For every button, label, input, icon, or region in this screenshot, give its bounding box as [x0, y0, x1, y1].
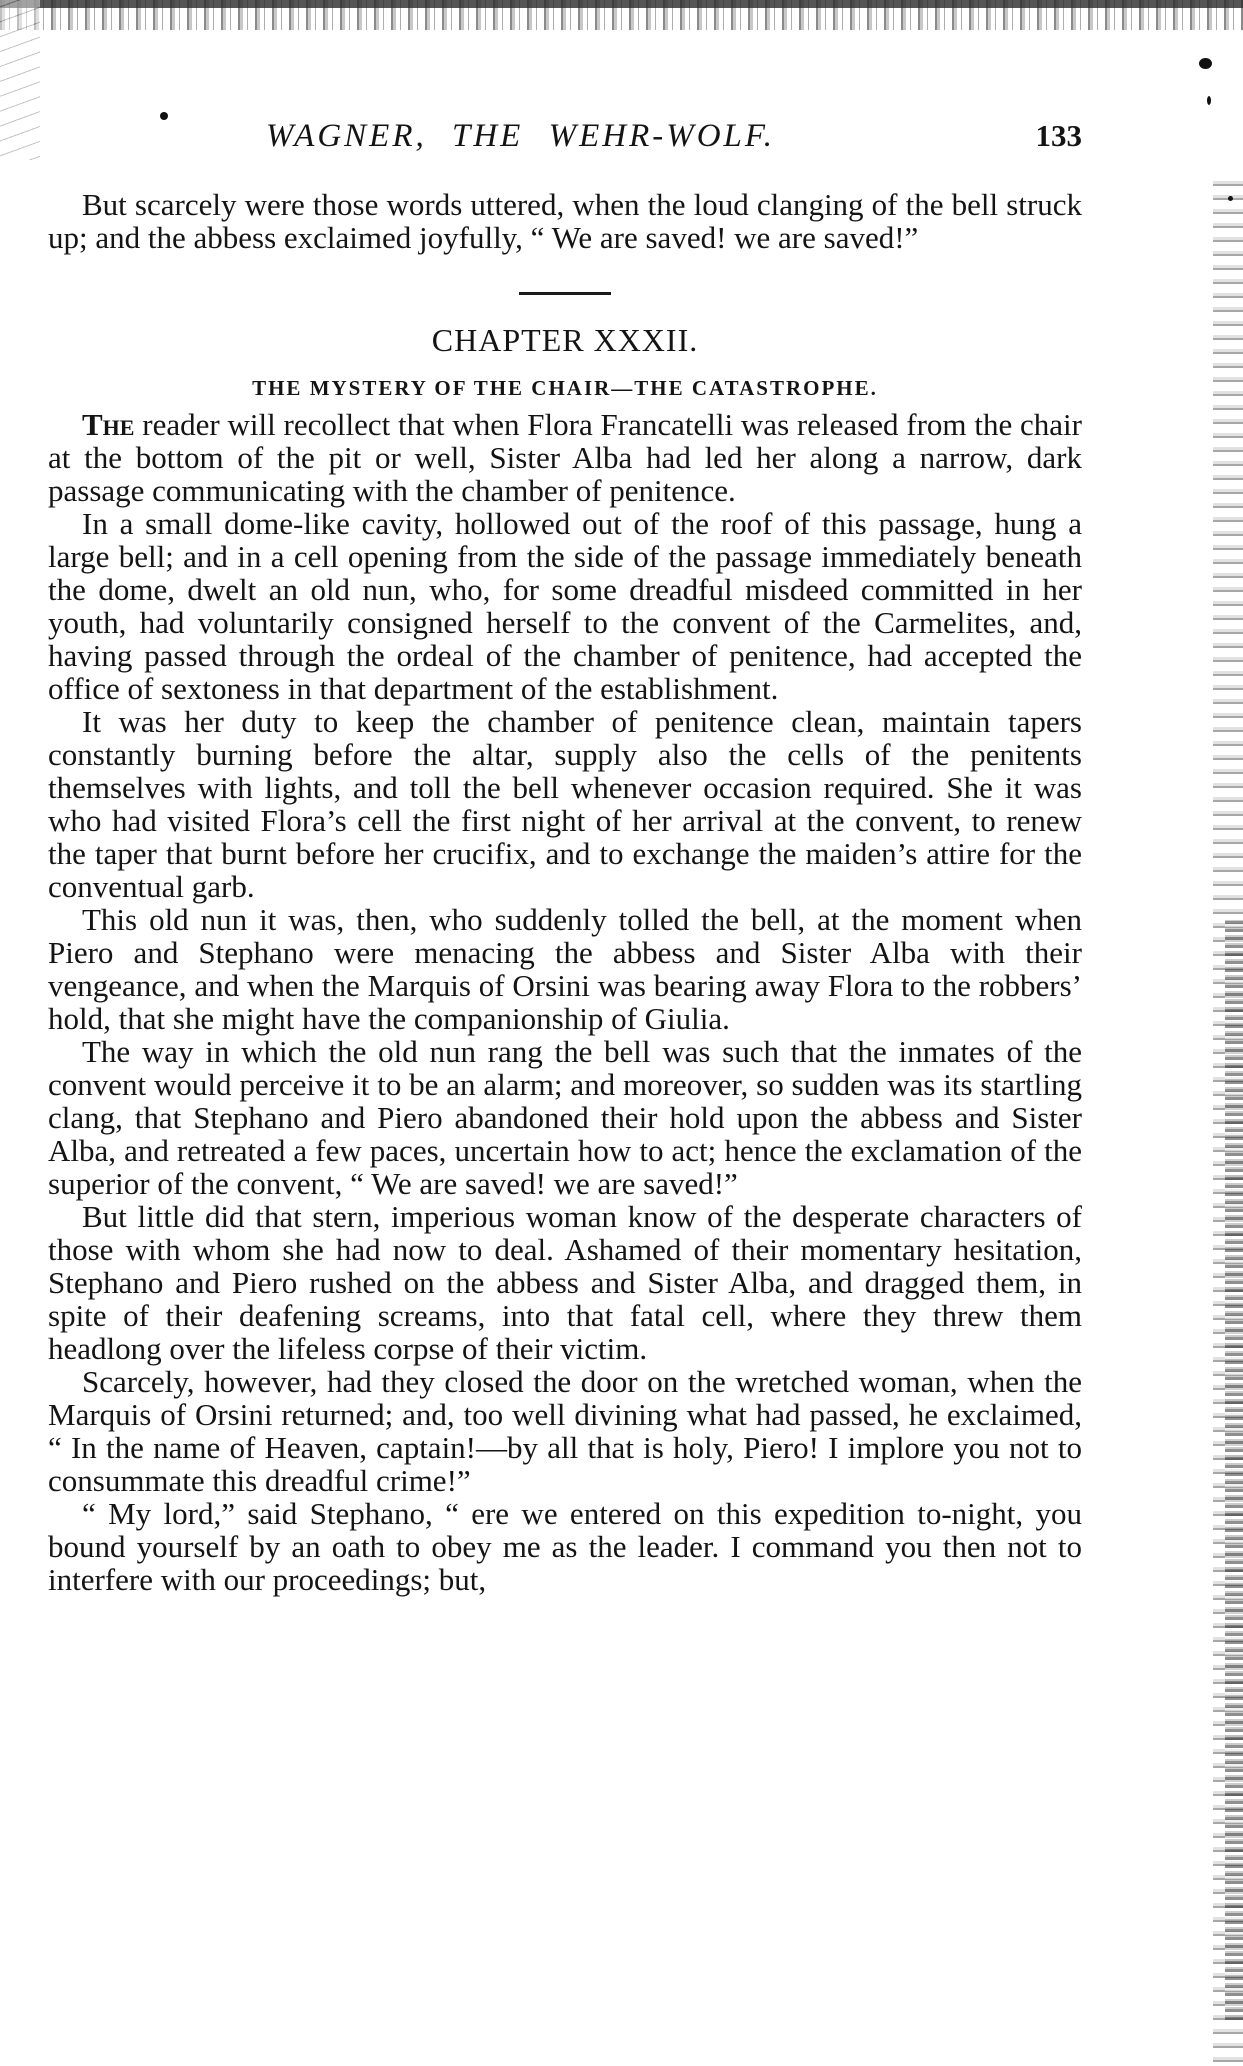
first-paragraph-text: reader will recollect that when Flora Francatelli was released from the chair at the bottom of the pit or well, Sister Alba had led her along a narrow, dark passage communicating with the chamber of penitence.: [48, 407, 1082, 508]
body-paragraph: In a small dome-like cavity, hollowed out of the roof of this passage, hung a large bell; and in a cell opening from the side of the passage immediately beneath the dome, dwelt an old nun, who, for some dreadful misdeed committed in her youth, had voluntarily consigned herself to the convent of the Carmelites, and, having passed through the ordeal of the chamber of penitence, had accepted the office of sextoness in that department of the establishment.: [48, 506, 1082, 706]
scan-edge-top-dark: [0, 0, 1243, 8]
running-title: WAGNER, THE WEHR-WOLF.: [266, 118, 776, 154]
body-paragraph: This old nun it was, then, who suddenly tolled the bell, at the moment when Piero and Stephano were menacing the abbess and Sister Alba with their vengeance, and when the Marquis of Orsini was bearing away Flora to the robbers’ hold, that she might have the companionship of Giulia.: [48, 902, 1082, 1036]
body-paragraph: Scarcely, however, had they closed the door on the wretched woman, when the Marquis of Orsini returned; and, too well divining what had passed, he exclaimed, “ In the name of Heaven, captain!—by all that is holy, Piero! I implore you not to consummate this dreadful crime!”: [48, 1364, 1082, 1498]
chapter-heading: CHAPTER XXXII.: [431, 322, 699, 358]
scan-edge-right-dark: [1225, 920, 1243, 2020]
body-paragraph-first: [48, 408, 1082, 507]
running-head: [70, 118, 1082, 164]
body-paragraph: But little did that stern, imperious woman know of the desperate characters of those with whom she had now to deal. Ashamed of their momentary hesitation, Stephano and Piero rushed on the abbess and Sister Alba, and dragged them, in spite of their deafening screams, into that fatal cell, where they threw them headlong over the lifeless corpse of their victim.: [48, 1199, 1082, 1366]
lead-word: The: [82, 407, 135, 442]
ink-speck: [1199, 58, 1212, 69]
page-number: 133: [1035, 118, 1082, 153]
body-paragraph: “ My lord,” said Stephano, “ ere we entered on this expedition to-night, you bound yourself by an oath to obey me as the leader. I command you then not to interfere with our proceedings; but,: [48, 1496, 1082, 1597]
body-paragraph: The way in which the old nun rang the bell was such that the inmates of the convent would perceive it to be an alarm; and moreover, so sudden was its startling clang, that Stephano and Piero abandoned their hold upon the abbess and Sister Alba, and retreated a few paces, uncertain how to act; hence the exclamation of the superior of the convent, “ We are saved! we are saved!”: [48, 1034, 1082, 1201]
ink-speck: [1228, 196, 1233, 201]
text-block: [48, 188, 1082, 1596]
chapter-subtitle: THE MYSTERY OF THE CHAIR—THE CATASTROPHE.: [252, 376, 878, 400]
ink-speck: [1207, 96, 1211, 105]
body-paragraph: It was her duty to keep the chamber of penitence clean, maintain tapers constantly burning before the altar, supply also the cells of the penitents themselves with lights, and toll the bell whenever occasion required. She it was who had visited Flora’s cell the first night of her arrival at the convent, to renew the taper that burnt before her crucifix, and to exchange the maiden’s attire for the conventual garb.: [48, 704, 1082, 904]
scan-edge-left: [0, 0, 40, 160]
opening-paragraph: But scarcely were those words uttered, when the loud clanging of the bell struck up; and the abbess exclaimed joyfully, “ We are saved! we are saved!”: [48, 187, 1082, 255]
section-divider: [519, 292, 611, 295]
